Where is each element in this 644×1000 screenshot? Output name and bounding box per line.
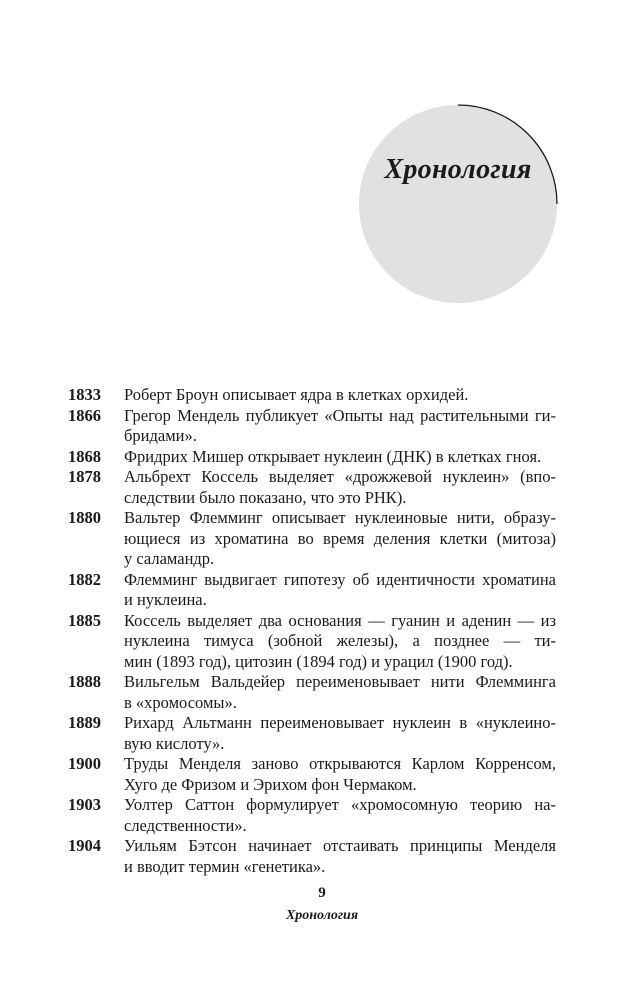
entry-text-line: и вводит термин «генетика». bbox=[124, 856, 326, 876]
entry-text-line: вую кислоту». bbox=[124, 733, 225, 753]
running-title: Хронология bbox=[285, 908, 359, 923]
entry-text-line: Роберт Броун описывает ядра в клетках орхидей. bbox=[124, 385, 469, 404]
entry-text bbox=[124, 385, 556, 406]
entry-text-line: Флемминг выдвигает гипотезу об идентичности хроматина bbox=[124, 569, 556, 589]
entry-year: 1880 bbox=[68, 508, 101, 527]
entry-text-line: Вильгельм Вальдейер переименовывает нити Флемминга bbox=[124, 672, 556, 691]
entry-text bbox=[124, 836, 556, 877]
chronology-list bbox=[68, 385, 556, 877]
entry-text bbox=[124, 754, 556, 795]
entry-text-line: Фридрих Мишер открывает нуклеин (ДНК) в клетках гноя. bbox=[124, 446, 542, 466]
entry-year: 1833 bbox=[68, 385, 101, 404]
entry-text-line: Хуго де Фризом и Эрихом фон Чермаком. bbox=[124, 774, 417, 794]
entry-text-line: Альбрехт Коссель выделяет «дрожжевой нуклеин» (впо- bbox=[124, 467, 556, 486]
entry-text-line: Вальтер Флемминг описывает нуклеиновые нити, образу- bbox=[124, 508, 556, 527]
entry-year: 1904 bbox=[68, 836, 101, 855]
entry-text-line: в «хромосомы». bbox=[124, 692, 237, 712]
entry-text bbox=[124, 713, 556, 754]
badge-circle-fill bbox=[359, 105, 557, 303]
chronology-entry bbox=[68, 467, 556, 508]
entry-text-line: Грегор Мендель публикует «Опыты над растительными ги- bbox=[124, 405, 556, 425]
entry-text-line: Уильям Бэтсон начинает отстаивать принципы Менделя bbox=[124, 836, 556, 855]
chronology-entry bbox=[68, 713, 556, 754]
entry-text-line: Коссель выделяет два основания — гуанин и аденин — из bbox=[124, 610, 556, 630]
entry-year: 1889 bbox=[68, 713, 101, 732]
badge-circle-graphic bbox=[356, 102, 560, 306]
entry-text-line: ющиеся из хроматина во время деления клетки (митоза) bbox=[124, 528, 556, 548]
entry-text-line: следственности». bbox=[124, 815, 247, 835]
entry-text bbox=[124, 447, 556, 468]
entry-text-line: бридами». bbox=[124, 426, 197, 445]
entry-year: 1900 bbox=[68, 754, 101, 773]
entry-text bbox=[124, 570, 556, 611]
entry-text bbox=[124, 795, 556, 836]
entry-year: 1882 bbox=[68, 569, 101, 589]
entry-year: 1885 bbox=[68, 610, 101, 630]
entry-text-line: следствии было показано, что это РНК). bbox=[124, 487, 407, 507]
entry-text-line: и нуклеина. bbox=[124, 590, 207, 609]
entry-year: 1868 bbox=[68, 446, 101, 466]
chapter-title: Хронология bbox=[384, 154, 532, 185]
entry-text bbox=[124, 508, 556, 570]
chronology-entry bbox=[68, 754, 556, 795]
entry-year: 1866 bbox=[68, 405, 101, 425]
chronology-entry bbox=[68, 508, 556, 570]
chronology-entry bbox=[68, 611, 556, 673]
page-number: 9 bbox=[318, 885, 326, 901]
chronology-entry bbox=[68, 385, 556, 406]
entry-text-line: мин (1893 год), цитозин (1894 год) и урацил (1900 год). bbox=[124, 651, 513, 671]
chronology-entry bbox=[68, 672, 556, 713]
entry-text-line: Рихард Альтманн переименовывает нуклеин в «нуклеино- bbox=[124, 713, 556, 732]
entry-text bbox=[124, 467, 556, 508]
entry-text-line: Труды Менделя заново открываются Карлом Корренсом, bbox=[124, 754, 556, 773]
chronology-entry bbox=[68, 447, 556, 468]
entry-year: 1878 bbox=[68, 467, 101, 486]
chronology-entry bbox=[68, 406, 556, 447]
entry-text bbox=[124, 611, 556, 673]
entry-text-line: нуклеина тимуса (зобной железы), а позднее — ти- bbox=[124, 631, 556, 650]
entry-text-line: у саламандр. bbox=[124, 549, 215, 568]
entry-year: 1888 bbox=[68, 672, 101, 691]
entry-text bbox=[124, 406, 556, 447]
entry-text-line: Уолтер Саттон формулирует «хромосомную теорию на- bbox=[124, 795, 556, 814]
entry-year: 1903 bbox=[68, 795, 101, 814]
chronology-entry bbox=[68, 570, 556, 611]
chapter-badge bbox=[356, 102, 560, 306]
chronology-entry bbox=[68, 795, 556, 836]
chronology-entry bbox=[68, 836, 556, 877]
entry-text bbox=[124, 672, 556, 713]
